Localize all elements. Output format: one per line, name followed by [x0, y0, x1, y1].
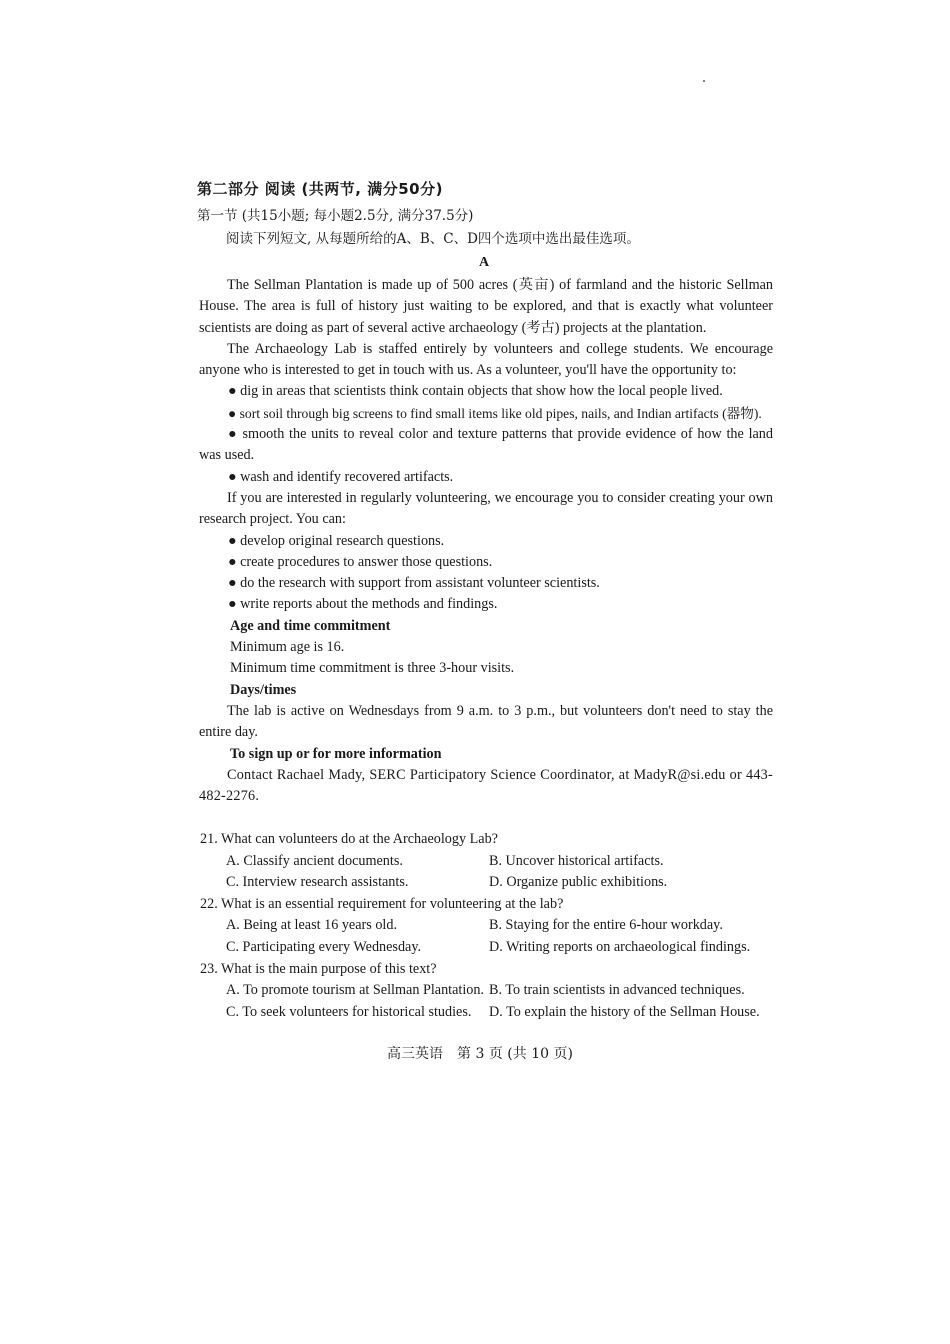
- option-b: B. To train scientists in advanced techniques.: [489, 982, 745, 999]
- days-text: The lab is active on Wednesdays from 9 a.m. to 3 p.m., but volunteers don't need to stay the entire day.: [199, 702, 773, 741]
- age-line: Minimum time commitment is three 3-hour visits.: [230, 660, 515, 677]
- question-stem: 23. What is the main purpose of this text?: [200, 960, 437, 977]
- age-line: Minimum age is 16.: [230, 639, 345, 656]
- option-row: [200, 915, 780, 937]
- subsection-title: 第一节 (共15小题; 每小题2.5分, 满分37.5分): [197, 208, 474, 224]
- question-list: [200, 829, 780, 1023]
- page-footer: 高三英语 第 3 页 (共 10 页): [387, 1046, 573, 1062]
- option-d: D. To explain the history of the Sellman House.: [489, 1003, 760, 1020]
- scan-speck: [703, 80, 705, 82]
- option-c: C. Interview research assistants.: [226, 874, 409, 891]
- option-d: D. Organize public exhibitions.: [489, 874, 668, 891]
- option-row: [200, 851, 780, 873]
- question-stem: 22. What is an essential requirement for volunteering at the lab?: [200, 895, 564, 912]
- days-heading: Days/times: [230, 681, 297, 698]
- list-item: ● sort soil through big screens to find small items like old pipes, nails, and Indian artifacts (器物).: [228, 405, 762, 421]
- question-stem: 21. What can volunteers do at the Archaeology Lab?: [200, 831, 498, 847]
- section-title: 第二部分 阅读 (共两节, 满分50分): [197, 180, 443, 198]
- option-row: [200, 1002, 780, 1024]
- list-item: ● develop original research questions.: [228, 532, 445, 549]
- signup-heading: To sign up or for more information: [230, 745, 442, 762]
- option-row: [200, 872, 780, 894]
- option-b: B. Uncover historical artifacts.: [489, 852, 664, 869]
- list-item: ● do the research with support from assistant volunteer scientists.: [228, 575, 600, 592]
- option-c: C. Participating every Wednesday.: [226, 938, 422, 955]
- passage-letter: A: [478, 255, 490, 270]
- instruction-text: 阅读下列短文, 从每题所给的A、B、C、D四个选项中选出最佳选项。: [226, 231, 640, 247]
- option-d: D. Writing reports on archaeological findings.: [489, 938, 751, 955]
- list-item: ● smooth the units to reveal color and texture patterns that provide evidence of how the land was used.: [199, 426, 773, 464]
- age-heading: Age and time commitment: [230, 617, 391, 634]
- list-item: ● write reports about the methods and findings.: [228, 596, 498, 613]
- paragraph-intro: The Sellman Plantation is made up of 500 acres (英亩) of farmland and the historic Sellman House. The area is full of history just waiting to be explored, and that is exactly what volunteer scientists are doing as part of several active archaeology (考古) projects at the plantation.: [199, 277, 773, 336]
- list-item: ● create procedures to answer those questions.: [228, 553, 493, 570]
- option-a: A. Classify ancient documents.: [226, 852, 403, 869]
- list-item: ● dig in areas that scientists think contain objects that show how the local people lived.: [228, 383, 723, 400]
- option-b: B. Staying for the entire 6-hour workday.: [489, 917, 723, 934]
- option-c: C. To seek volunteers for historical studies.: [226, 1003, 472, 1020]
- option-row: [200, 980, 780, 1002]
- option-a: A. Being at least 16 years old.: [226, 917, 397, 934]
- list-item: ● wash and identify recovered artifacts.: [228, 468, 454, 485]
- paragraph-lab: The Archaeology Lab is staffed entirely by volunteers and college students. We encourage anyone who is interested to get in touch with us. As a volunteer, you'll have the opportunity to:: [199, 340, 773, 379]
- paragraph-project: If you are interested in regularly volunteering, we encourage you to consider creating your own research project. You can:: [199, 489, 773, 528]
- option-a: A. To promote tourism at Sellman Plantation.: [226, 982, 485, 999]
- passage-body: [199, 275, 773, 807]
- option-row: [200, 937, 780, 959]
- signup-text: Contact Rachael Mady, SERC Participatory Science Coordinator, at MadyR@si.edu or 443-482-2276.: [199, 766, 773, 805]
